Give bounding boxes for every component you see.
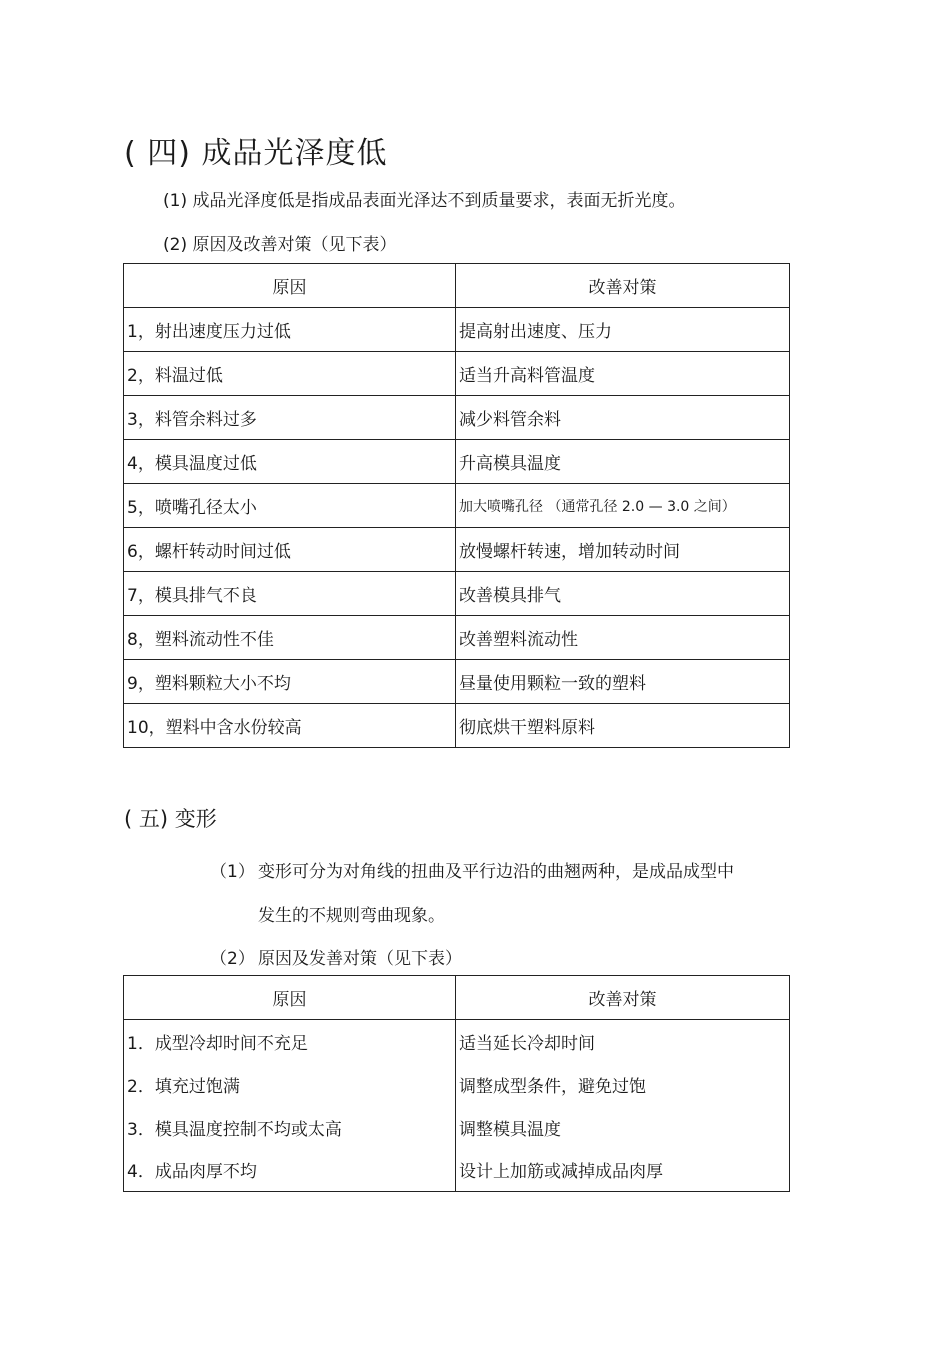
table-row <box>124 1149 790 1192</box>
column-header-measure: 改善对策 <box>456 976 790 1020</box>
measure-cell: 昼量使用颗粒一致的塑料 <box>456 660 790 704</box>
cause-cell: 3．模具温度控制不均或太高 <box>124 1106 456 1149</box>
table-row <box>124 528 790 572</box>
cause-cell: 7，模具排气不良 <box>124 572 456 616</box>
table-row <box>124 1106 790 1149</box>
measure-cell: 调整成型条件，避免过饱 <box>456 1063 790 1106</box>
gloss-causes-table <box>123 263 790 748</box>
column-header-cause: 原因 <box>124 264 456 308</box>
measure-cell: 适当升高料管温度 <box>456 352 790 396</box>
section-4-paragraph-1: (1) 成品光泽度低是指成品表面光泽达不到质量要求，表面无折光度。 <box>163 191 686 211</box>
cause-cell: 6，螺杆转动时间过低 <box>124 528 456 572</box>
section-4-title: ( 四) 成品光泽度低 <box>124 136 388 171</box>
measure-cell: 放慢螺杆转速，增加转动时间 <box>456 528 790 572</box>
cause-cell: 1．成型冷却时间不充足 <box>124 1020 456 1063</box>
cause-cell: 4．成品肉厚不均 <box>124 1149 456 1192</box>
table-row <box>124 484 790 528</box>
table-row <box>124 704 790 748</box>
deformation-causes-table <box>123 975 790 1192</box>
measure-cell: 适当延长冷却时间 <box>456 1020 790 1063</box>
section-5-item-2-text: 原因及发善对策（见下表） <box>258 949 462 969</box>
cause-cell: 9，塑料颗粒大小不均 <box>124 660 456 704</box>
table-row <box>124 396 790 440</box>
table-row <box>124 352 790 396</box>
column-header-cause: 原因 <box>124 976 456 1020</box>
table-row <box>124 1020 790 1063</box>
table-row <box>124 572 790 616</box>
measure-cell: 设计上加筋或减掉成品肉厚 <box>456 1149 790 1192</box>
table-row <box>124 660 790 704</box>
measure-cell: 彻底烘干塑料原料 <box>456 704 790 748</box>
measure-cell: 调整模具温度 <box>456 1106 790 1149</box>
measure-cell: 改善塑料流动性 <box>456 616 790 660</box>
cause-cell: 2，料温过低 <box>124 352 456 396</box>
cause-cell: 1，射出速度压力过低 <box>124 308 456 352</box>
section-5-item-1-number: （1） <box>210 862 255 882</box>
measure-cell: 加大喷嘴孔径 （通常孔径 2.0 — 3.0 之间） <box>456 484 790 528</box>
section-5-item-1-line-2: 发生的不规则弯曲现象。 <box>258 906 445 926</box>
measure-cell: 减少料管余料 <box>456 396 790 440</box>
section-5-item-2-number: （2） <box>210 949 255 969</box>
cause-cell: 3，料管余料过多 <box>124 396 456 440</box>
measure-cell: 提高射出速度、压力 <box>456 308 790 352</box>
cause-cell: 8，塑料流动性不佳 <box>124 616 456 660</box>
table-row <box>124 308 790 352</box>
cause-cell: 5，喷嘴孔径太小 <box>124 484 456 528</box>
table-row <box>124 1063 790 1106</box>
cause-cell: 10，塑料中含水份较高 <box>124 704 456 748</box>
section-5-title: ( 五) 变形 <box>124 807 217 831</box>
cause-cell: 2．填充过饱满 <box>124 1063 456 1106</box>
section-4-paragraph-2: (2) 原因及改善对策（见下表） <box>163 235 397 255</box>
section-5-item-1-line-1: 变形可分为对角线的扭曲及平行边沿的曲翘两种，是成品成型中 <box>258 862 734 882</box>
measure-cell: 改善模具排气 <box>456 572 790 616</box>
table-row <box>124 440 790 484</box>
table-row <box>124 616 790 660</box>
column-header-measure: 改善对策 <box>456 264 790 308</box>
cause-cell: 4，模具温度过低 <box>124 440 456 484</box>
measure-cell: 升高模具温度 <box>456 440 790 484</box>
